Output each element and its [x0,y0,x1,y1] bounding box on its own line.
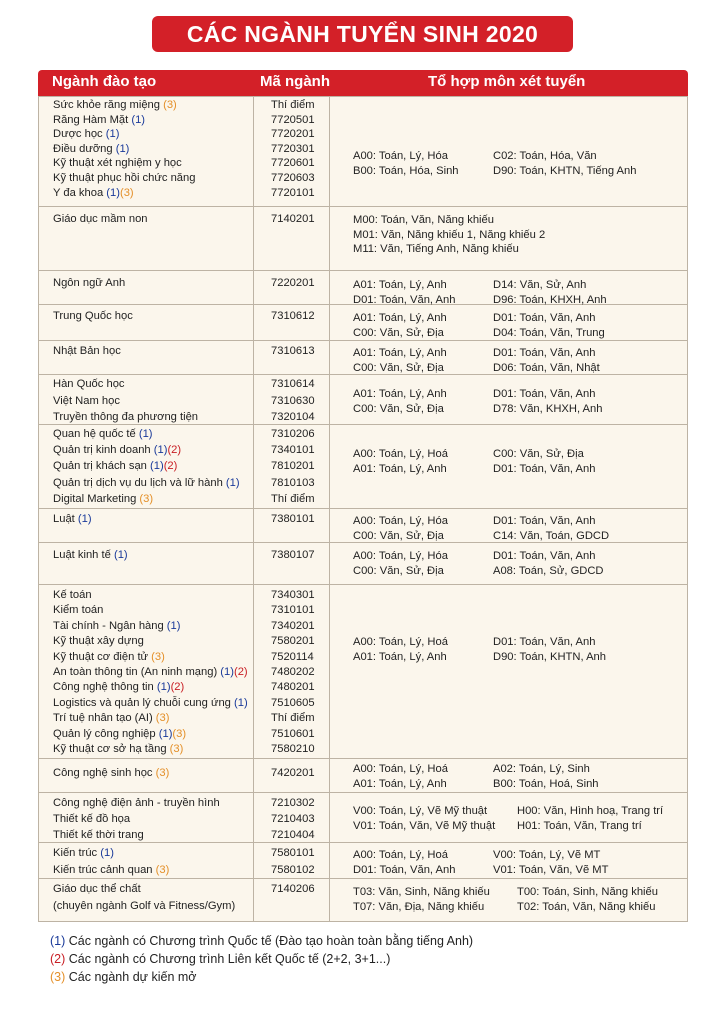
major-group [39,879,687,923]
note-marker: (1) [163,619,181,632]
combination-code: T07: Văn, Địa, Năng khiếu [353,900,485,913]
major-code: 7480201 [271,681,315,694]
combination-code: A00: Toán, Lý, Hoá [353,849,448,861]
combination-code: D90: Toán, KHTN, Tiếng Anh [493,164,637,177]
combination-code: D04: Toán, Văn, Trung [493,326,605,339]
major-name [53,428,153,440]
major-name [53,681,184,693]
major-name [53,767,169,779]
combination-code: A01: Toán, Lý, Anh [353,650,447,663]
major-name [53,829,144,841]
combination-code: D01: Toán, Văn, Anh [493,462,596,475]
combination-code: B00: Toán, Hóa, Sinh [353,164,459,177]
major-code: 7340301 [271,589,315,601]
major-name [53,99,177,111]
note-marker: (1) [74,513,92,525]
footnote-text: Các ngành có Chương trình Liên kết Quốc tế (2+2, 3+1...) [65,952,391,966]
combination-code: T03: Văn, Sinh, Năng khiếu [353,886,490,898]
major-group [39,97,687,207]
major-code: 7720501 [271,113,315,126]
note-marker: (3) [152,712,170,725]
footnote [50,932,473,950]
major-name [53,604,103,616]
major-code: 7720201 [271,128,315,141]
major-code: 7810201 [271,460,315,473]
major-name-text: Kỹ thuật cơ sở hạ tầng [53,743,167,755]
note-marker: (1) [153,681,171,694]
major-name-text: Nhật Bản học [53,345,121,357]
major-group [39,207,687,271]
major-group [39,759,687,793]
major-name-text: Công nghệ thông tin [53,681,154,694]
note-marker: (3) [172,727,187,740]
major-name [53,114,145,126]
note-marker: (1) [155,727,173,740]
major-name-text: Trung Quốc học [53,310,133,322]
major-name-text: Y đa khoa [53,186,104,199]
major-name [53,900,235,912]
major-name [53,864,169,876]
note-marker: (3) [119,186,134,199]
major-name [53,797,220,809]
combination-code: C00: Văn, Sử, Địa [493,448,584,460]
page-title: CÁC NGÀNH TUYỂN SINH 2020 [152,16,573,52]
major-group [39,509,687,543]
combination-code: C00: Văn, Sử, Địa [353,529,444,542]
major-name-text: Điều dưỡng [53,142,113,155]
combination-code: T02: Toán, Văn, Năng khiếu [517,900,656,913]
major-name [53,620,180,632]
major-name-text: Trí tuệ nhân tạo (AI) [53,712,153,725]
note-marker: (1) [146,460,164,473]
major-name-text: Quản trị kinh doanh [53,444,151,457]
major-code: 7510605 [271,696,315,709]
major-name [53,743,183,755]
major-name-text: Quan hệ quốc tế [53,428,136,440]
combination-code: A01: Toán, Lý, Anh [353,777,447,790]
major-name [53,444,181,456]
major-name [53,589,92,601]
major-code: 7720301 [271,142,315,155]
combination-code: M00: Toán, Văn, Năng khiếu [353,214,494,226]
major-code: 7720601 [271,157,315,170]
combination-code: A01: Toán, Lý, Anh [353,279,447,291]
combination-code: C02: Toán, Hóa, Văn [493,150,597,162]
major-code: 7310614 [271,378,315,390]
major-code: 7320104 [271,411,315,423]
combination-code: A01: Toán, Lý, Anh [353,462,447,475]
footnote-marker: (2) [50,952,66,966]
major-code: 7720101 [271,186,315,199]
major-name [53,213,148,225]
note-marker: (1) [150,444,168,457]
major-name-text: Luật kinh tế [53,549,111,561]
major-name [53,549,128,561]
major-name-text: Ngôn ngữ Anh [53,277,126,289]
major-name [53,697,248,709]
major-name-text: Giáo dục thể chất [53,883,141,895]
major-name-text: Việt Nam học [53,394,120,407]
major-code: 7140206 [271,883,315,895]
combination-code: A02: Toán, Lý, Sinh [493,763,590,775]
combination-code: D01: Toán, Văn, Anh [353,863,456,876]
combination-code: D01: Toán, Văn, Anh [493,636,596,648]
major-name-text: Kiến trúc cảnh quan [53,863,153,876]
combination-code: H01: Toán, Văn, Trang trí [517,819,642,832]
major-name-text: Hàn Quốc học [53,378,125,390]
combination-code: D01: Toán, Văn, Anh [353,293,456,306]
major-name-text: Kiến trúc [53,847,98,859]
combination-code: B00: Toán, Hoá, Sinh [493,777,599,790]
major-code: 7380101 [271,513,315,525]
combination-code: C00: Văn, Sử, Địa [353,402,444,415]
combination-code: V00: Toán, Lý, Vẽ MT [493,849,601,861]
major-name-text: Quản trị dịch vụ du lịch và lữ hành [53,476,223,489]
combination-code: A00: Toán, Lý, Hoá [353,448,448,460]
note-marker: (3) [152,863,170,876]
footnote-marker: (1) [50,934,66,948]
major-name-text: Kiểm toán [53,604,104,617]
note-marker: (1) [102,128,120,141]
major-code: Thí điểm [271,712,315,725]
major-name-text: Sức khỏe răng miệng [53,99,160,111]
major-name [53,172,195,184]
major-name-text: Quản lý công nghiệp [53,727,156,740]
footnote [50,950,473,968]
note-marker: (1) [222,476,240,489]
combination-code: C14: Văn, Toán, GDCD [493,529,610,542]
major-code: 7580102 [271,863,315,876]
major-code: 7340201 [271,619,315,632]
major-code: 7580210 [271,743,315,755]
header-major: Ngành đào tạo [52,73,157,90]
major-group [39,375,687,425]
note-marker: (1) [112,142,130,155]
footnote-text: Các ngành có Chương trình Quốc tế (Đào tạo hoàn toàn bằng tiếng Anh) [65,934,474,948]
major-name-text: Kỹ thuật xét nghiệm y học [53,157,182,170]
footnote-marker: (3) [50,970,66,984]
major-name [53,143,129,155]
major-group [39,543,687,585]
note-marker: (2) [170,681,185,694]
note-marker: (1) [217,666,234,678]
major-name-text: Luật [53,513,75,525]
combination-code: C00: Văn, Sử, Địa [353,361,444,374]
combination-code: A00: Toán, Lý, Hóa [353,550,448,562]
major-code: 7720603 [271,172,315,184]
major-name-text: Dược học [53,128,103,141]
major-name [53,847,114,859]
major-name-text: Công nghệ điện ảnh - truyền hình [53,797,220,809]
major-name [53,493,153,505]
major-name-text: Truyền thông đa phương tiện [53,411,199,423]
major-code: 7310612 [271,310,315,322]
major-name [53,813,130,825]
combination-code: D01: Toán, Văn, Anh [493,550,596,562]
note-marker: (2) [233,666,248,678]
major-code: 7220201 [271,277,315,289]
note-marker: (3) [166,743,184,755]
major-group [39,793,687,843]
major-name [53,666,248,678]
combination-code: C00: Văn, Sử, Địa [353,326,444,339]
major-code: 7810103 [271,476,315,489]
combination-code: D01: Toán, Văn, Anh [493,515,596,527]
footnote [50,968,473,986]
major-name [53,157,182,169]
combination-code: D90: Toán, KHTN, Anh [493,650,606,663]
note-marker: (1) [230,696,248,709]
major-code: 7420201 [271,767,315,779]
major-name [53,310,133,322]
major-name-text: An toàn thông tin (An ninh mạng) [53,666,218,678]
major-name [53,378,125,390]
combination-code: M11: Văn, Tiếng Anh, Năng khiếu [353,243,519,255]
major-name-text: Tài chính - Ngân hàng [53,619,164,632]
major-name-text: Digital Marketing [53,492,137,505]
major-group [39,305,687,341]
combination-code: A08: Toán, Sử, GDCD [493,564,604,577]
major-name [53,712,169,724]
combination-code: A00: Toán, Lý, Hóa [353,515,448,527]
note-marker: (3) [152,767,170,779]
combination-code: D96: Toán, KHXH, Anh [493,293,607,306]
combination-code: A01: Toán, Lý, Anh [353,388,447,400]
footnote-text: Các ngành dự kiến mở [65,970,197,984]
major-code: 7520114 [271,650,314,663]
major-code: 7310101 [271,604,315,617]
major-code: 7380107 [271,549,315,561]
major-group [39,341,687,375]
combination-code: T00: Toán, Sinh, Năng khiếu [517,886,658,898]
major-name [53,345,121,357]
major-name [53,277,125,289]
major-name-text: Răng Hàm Mặt [53,113,129,126]
major-name [53,411,198,423]
major-name [53,395,120,407]
combination-code: V00: Toán, Lý, Vẽ Mỹ thuật [353,805,488,817]
major-name [53,128,119,140]
major-code: 7340101 [271,444,315,457]
combination-code: M01: Văn, Năng khiếu 1, Năng khiếu 2 [353,228,546,241]
major-name-text: Quản trị khách sạn [53,460,147,473]
major-group [39,425,687,509]
major-name-text: Công nghệ sinh học [53,767,153,779]
major-code: 7580101 [271,847,315,859]
admissions-table [38,96,688,922]
combination-code: D78: Văn, KHXH, Anh [493,402,603,415]
major-name [53,635,144,647]
major-name-text: Logistics và quản lý chuỗi cung ứng [53,696,231,709]
combination-code: D01: Toán, Văn, Anh [493,388,596,400]
major-name [53,477,240,489]
note-marker: (3) [148,650,165,663]
major-code: 7580201 [271,635,315,648]
major-name [53,728,186,740]
major-name [53,460,177,472]
major-name [53,513,92,525]
note-marker: (3) [136,492,154,505]
footnotes [50,932,473,986]
table-header [38,70,688,96]
note-marker: (1) [135,428,153,440]
major-code: 7310613 [271,345,315,357]
major-code: 7210403 [271,813,315,826]
major-name-text: (chuyên ngành Golf và Fitness/Gym) [53,900,236,912]
major-name-text: Thiết kế thời trang [53,829,144,842]
major-group [39,271,687,305]
major-name-text: Thiết kế đồ họa [53,813,131,826]
major-name-text: Kỹ thuật phục hồi chức năng [53,172,196,184]
major-group [39,585,687,759]
major-name-text: Kế toán [53,589,92,601]
note-marker: (1) [128,113,146,126]
combination-code: D01: Toán, Văn, Anh [493,312,596,324]
major-name [53,187,134,199]
combination-code: A00: Toán, Lý, Hoá [353,636,448,648]
combination-code: D01: Toán, Văn, Anh [493,347,596,359]
major-code: 7480202 [271,666,315,678]
combination-code: A01: Toán, Lý, Anh [353,312,447,324]
major-code: 7210404 [271,829,315,842]
major-name-text: Giáo dục mầm non [53,213,148,225]
major-code: 7510601 [271,727,315,740]
combination-code: V01: Toán, Văn, Vẽ Mỹ thuật [353,819,496,832]
note-marker: (3) [160,99,177,111]
major-code: 7140201 [271,213,315,225]
combination-code: C00: Văn, Sử, Địa [353,564,444,577]
combination-code: D06: Toán, Văn, Nhật [493,361,600,374]
note-marker: (2) [163,460,178,473]
header-combos: Tổ hợp môn xét tuyển [428,73,586,90]
note-marker: (1) [110,549,128,561]
combination-code: A01: Toán, Lý, Anh [353,347,447,359]
combination-code: D14: Văn, Sử, Anh [493,279,587,291]
note-marker: (1) [97,847,114,859]
major-code: Thí điểm [271,99,315,111]
major-group [39,843,687,879]
combination-code: A00: Toán, Lý, Hóa [353,150,448,162]
combination-code: H00: Văn, Hình hoạ, Trang trí [517,805,664,817]
major-name [53,651,165,663]
note-marker: (1) [103,186,120,199]
major-code: Thí điểm [271,492,315,505]
major-code: 7310206 [271,428,315,440]
major-code: 7310630 [271,394,315,407]
combination-code: A00: Toán, Lý, Hoá [353,763,448,775]
major-name-text: Kỹ thuật xây dựng [53,635,144,648]
major-name [53,883,141,895]
major-code: 7210302 [271,797,315,809]
note-marker: (2) [167,444,182,457]
combination-code: V01: Toán, Văn, Vẽ MT [493,863,609,876]
major-name-text: Kỹ thuật cơ điện tử [53,650,149,663]
header-code: Mã ngành [260,73,330,90]
